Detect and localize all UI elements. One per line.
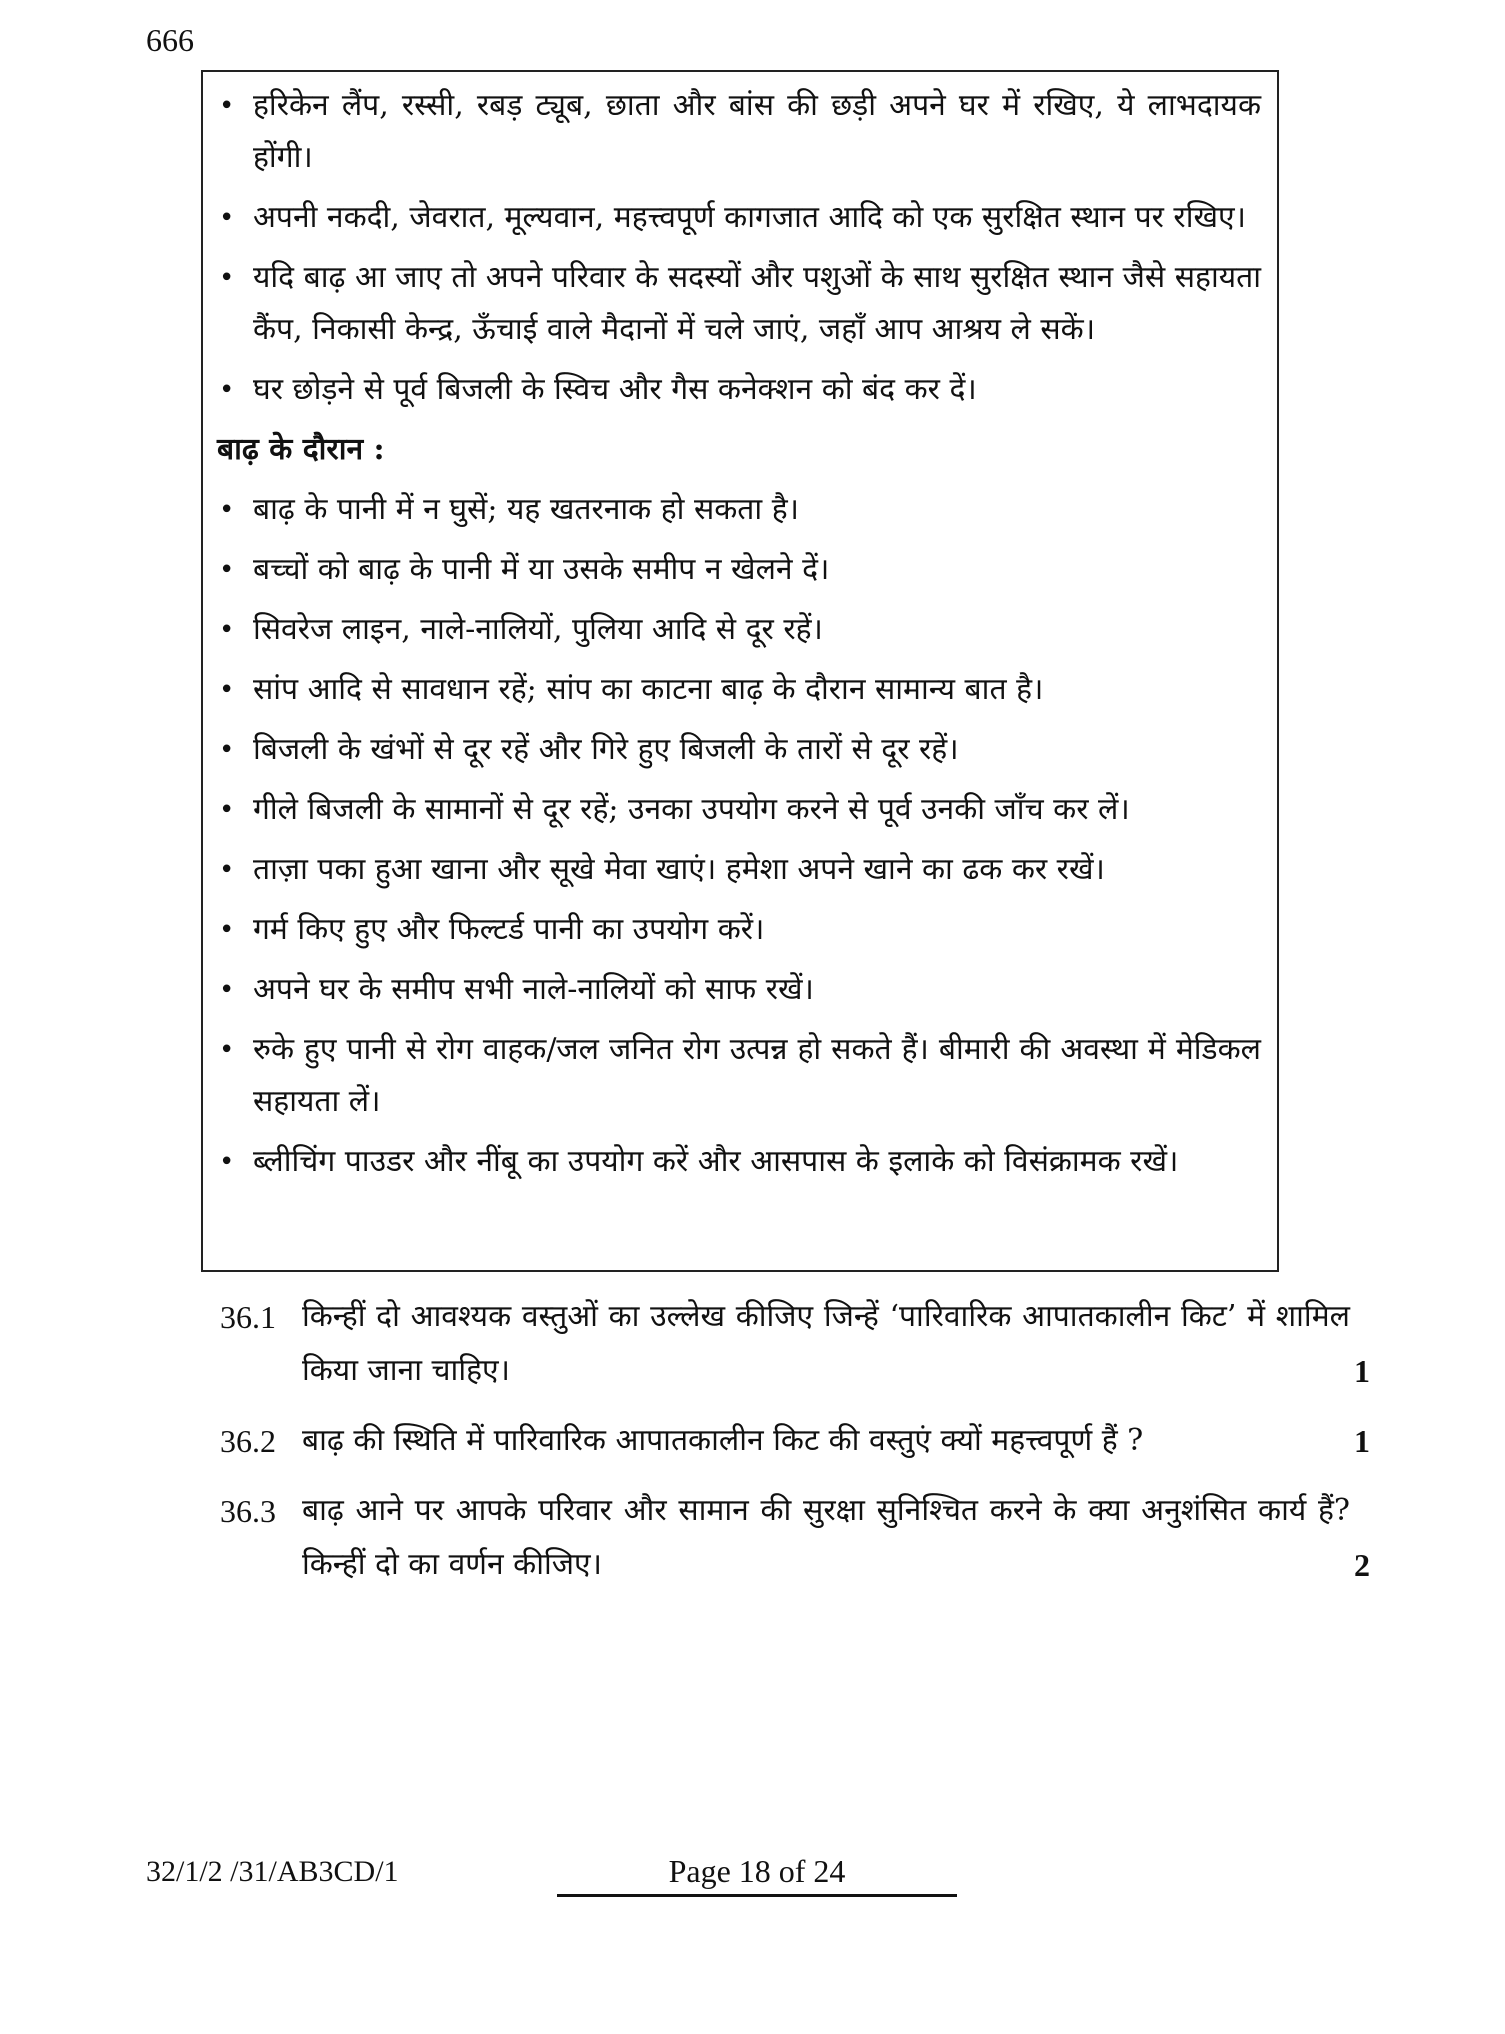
bullet-icon: • (219, 975, 235, 1005)
list-item (217, 904, 1261, 956)
bullet-icon: • (219, 203, 235, 233)
question-number: 36.2 (220, 1423, 276, 1459)
list-item-text: रुके हुए पानी से रोग वाहक/जल जनित रोग उत्पन्न हो सकते हैं। बीमारी की अवस्था में मेडिकल सहायता लें। (253, 1032, 1261, 1119)
question-text: बाढ़ आने पर आपके परिवार और सामान की सुरक्षा सुनिश्चित करने के क्या अनुशंसित कार्य हैं? किन्हीं दो का वर्णन कीजिए। (302, 1493, 1350, 1582)
question-text: किन्हीं दो आवश्यक वस्तुओं का उल्लेख कीजिए जिन्हें ‘पारिवारिक आपातकालीन किट’ में शामिल किया जाना चाहिए। (302, 1299, 1350, 1388)
flood-safety-box (201, 70, 1279, 1272)
list-item (217, 664, 1261, 716)
list-item-text: हरिकेन लैंप, रस्सी, रबड़ ट्यूब, छाता और बांस की छड़ी अपने घर में रखिए, ये लाभदायक होंगी। (253, 88, 1261, 175)
list-item-text: यदि बाढ़ आ जाए तो अपने परिवार के सदस्यों और पशुओं के साथ सुरक्षित स्थान जैसे सहायता कैंप, निकासी केन्द्र, ऊँचाई वाले मैदानों में चले जाएं, जहाँ आप आश्रय ले सकें। (253, 260, 1261, 347)
before-flood-list (217, 80, 1261, 416)
list-item-text: अपनी नकदी, जेवरात, मूल्यवान, महत्त्वपूर्ण कागजात आदि को एक सुरक्षित स्थान पर रखिए। (253, 200, 1246, 235)
question-marks: 1 (1354, 1353, 1370, 1389)
list-item (217, 844, 1261, 896)
bullet-icon: • (219, 795, 235, 825)
list-item (217, 964, 1261, 1016)
list-item-text: ताज़ा पका हुआ खाना और सूखे मेवा खाएं। हमेशा अपने खाने का ढक कर रखें। (253, 852, 1105, 887)
bullet-icon: • (219, 915, 235, 945)
question-36-1 (220, 1290, 1370, 1398)
bullet-icon: • (219, 675, 235, 705)
list-item-text: बाढ़ के पानी में न घुसें; यह खतरनाक हो सकता है। (253, 492, 800, 527)
question-list (220, 1290, 1370, 1608)
page-indicator: Page 18 of 24 (557, 1853, 957, 1897)
list-item (217, 784, 1261, 836)
question-number: 36.3 (220, 1493, 276, 1529)
question-text: बाढ़ की स्थिति में पारिवारिक आपातकालीन किट की वस्तुएं क्यों महत्त्वपूर्ण हैं ? (302, 1423, 1144, 1458)
list-item (217, 364, 1261, 416)
list-item-text: गर्म किए हुए और फिल्टर्ड पानी का उपयोग करें। (253, 912, 765, 947)
list-item-text: सिवरेज लाइन, नाले-नालियों, पुलिया आदि से दूर रहें। (253, 612, 823, 647)
paper-code: 32/1/2 /31/AB3CD/1 (146, 1855, 399, 1888)
bullet-icon: • (219, 555, 235, 585)
list-item-text: घर छोड़ने से पूर्व बिजली के स्विच और गैस कनेक्शन को बंद कर दें। (253, 372, 977, 407)
question-marks: 2 (1354, 1547, 1370, 1583)
bullet-icon: • (219, 263, 235, 293)
list-item (217, 544, 1261, 596)
bullet-icon: • (219, 735, 235, 765)
list-item (217, 1136, 1261, 1188)
list-item (217, 604, 1261, 656)
list-item (217, 192, 1261, 244)
bullet-icon: • (219, 1035, 235, 1065)
bullet-icon: • (219, 91, 235, 121)
question-36-2 (220, 1414, 1370, 1468)
during-flood-heading: बाढ़ के दौरान : (217, 432, 385, 467)
bullet-icon: • (219, 495, 235, 525)
bullet-icon: • (219, 855, 235, 885)
list-item (217, 80, 1261, 184)
list-item (217, 484, 1261, 536)
list-item-text: ब्लीचिंग पाउडर और नींबू का उपयोग करें और आसपास के इलाके को विसंक्रामक रखें। (253, 1144, 1179, 1179)
list-item (217, 724, 1261, 776)
list-item-text: बच्चों को बाढ़ के पानी में या उसके समीप न खेलने दें। (253, 552, 830, 587)
list-item (217, 1024, 1261, 1128)
question-marks: 1 (1354, 1423, 1370, 1459)
list-item-text: बिजली के खंभों से दूर रहें और गिरे हुए बिजली के तारों से दूर रहें। (253, 732, 959, 767)
during-flood-list (217, 484, 1261, 1188)
list-item-text: गीले बिजली के सामानों से दूर रहें; उनका उपयोग करने से पूर्व उनकी जाँच कर लें। (253, 792, 1130, 827)
bullet-icon: • (219, 1147, 235, 1177)
question-36-3 (220, 1484, 1370, 1592)
list-item (217, 252, 1261, 356)
question-number: 36.1 (220, 1299, 276, 1335)
list-item-text: सांप आदि से सावधान रहें; सांप का काटना बाढ़ के दौरान सामान्य बात है। (253, 672, 1044, 707)
bullet-icon: • (219, 375, 235, 405)
list-item-text: अपने घर के समीप सभी नाले-नालियों को साफ रखें। (253, 972, 814, 1007)
bullet-icon: • (219, 615, 235, 645)
top-page-number: 666 (146, 22, 194, 58)
